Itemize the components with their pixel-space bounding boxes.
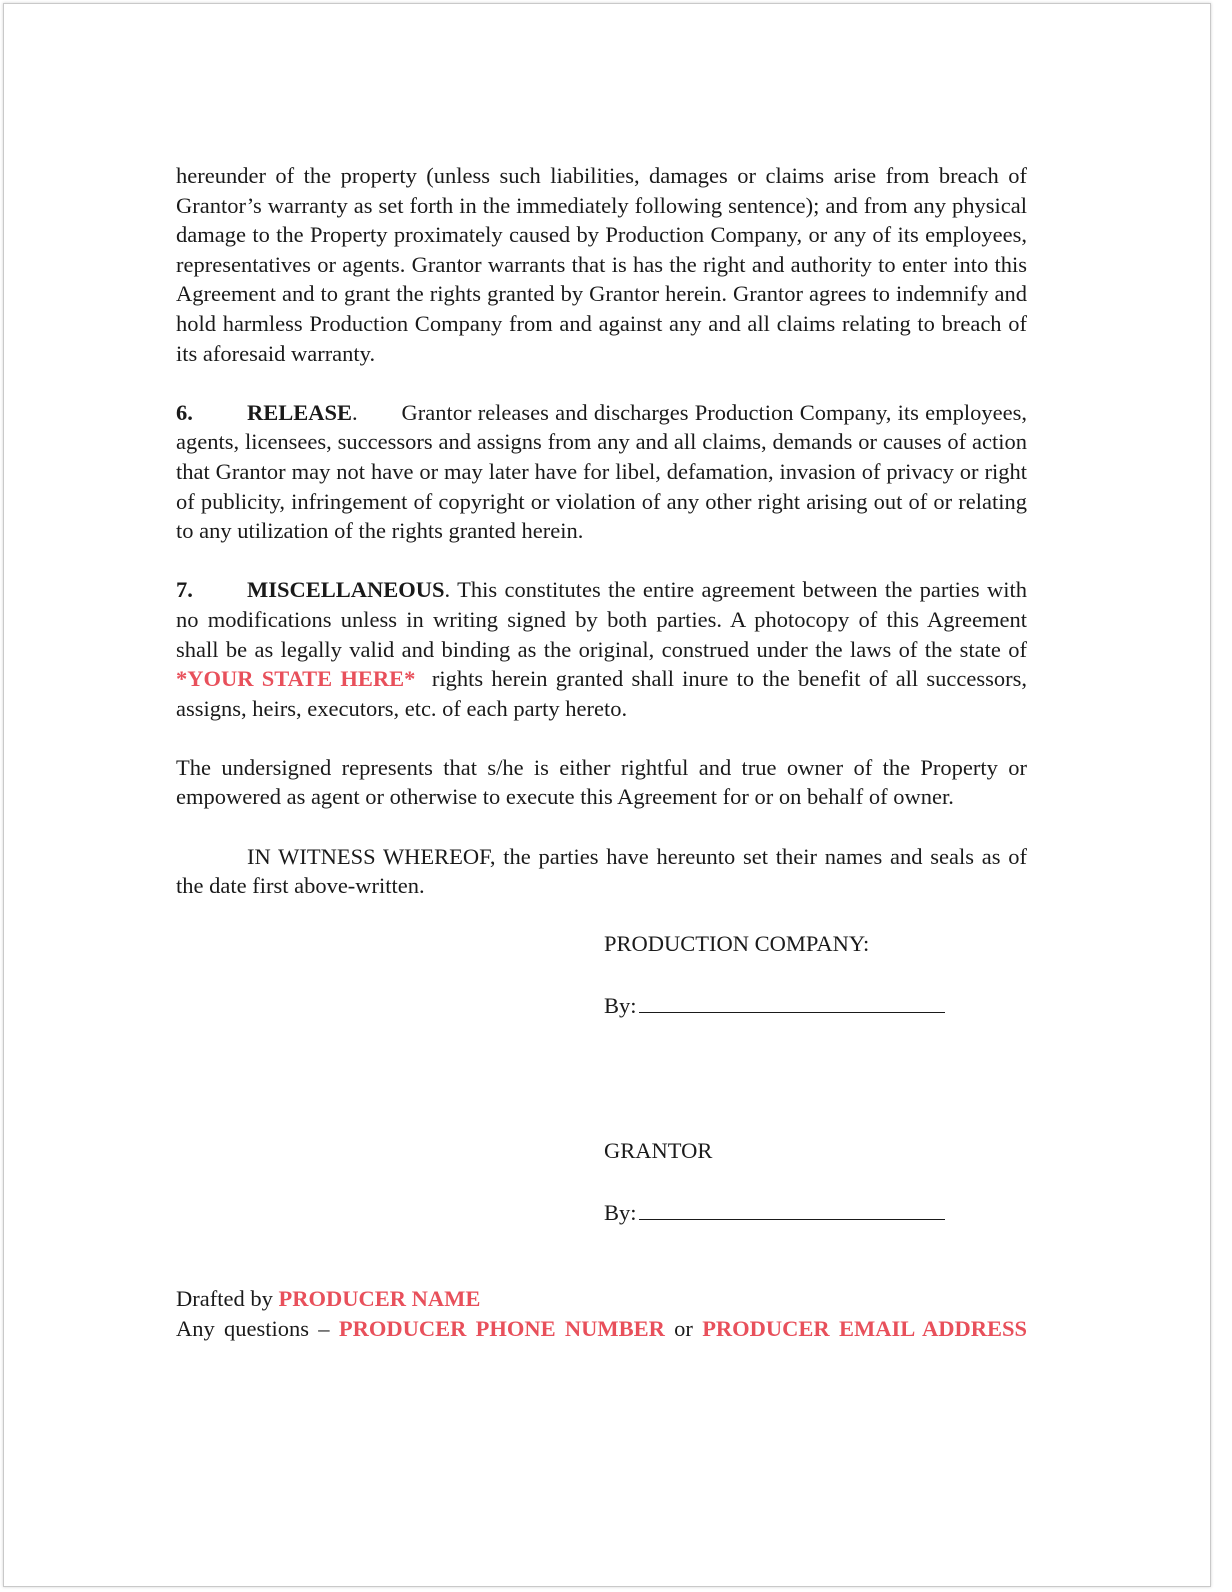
section-6-body: Grantor releases and discharges Production Company, its employees, agents, licensees, successors and assigns from any and all claims, demands or causes of action that Grantor may not have or may later have for libel, defamation, invasion of privacy or right of publicity, infringement of copyright or violation of any other right arising out of or relating to any utilization of the rights granted herein. bbox=[176, 399, 1027, 544]
signature-line bbox=[639, 1195, 945, 1220]
paragraph-gap bbox=[176, 546, 1027, 576]
section-7-title: MISCELLANEOUS bbox=[247, 577, 445, 603]
producer-email-placeholder: PRODUCER EMAIL ADDRESS bbox=[702, 1315, 1028, 1341]
grantor-label: GRANTOR bbox=[604, 1138, 713, 1163]
paragraph-gap bbox=[176, 368, 1027, 398]
section-6-title-punct: . bbox=[352, 399, 358, 425]
by-label: By: bbox=[604, 1200, 637, 1225]
production-company-signature bbox=[604, 988, 945, 1021]
document-body bbox=[176, 161, 1027, 901]
section-7-body-after: rights herein granted shall inure to the benefit of all successors, assigns, heirs, executors, etc. of each party hereto. bbox=[176, 666, 1028, 721]
producer-name-placeholder: PRODUCER NAME bbox=[278, 1286, 481, 1311]
signature-line bbox=[639, 988, 945, 1013]
drafted-by-label: Drafted by bbox=[176, 1286, 273, 1311]
section-7-number: 7. bbox=[176, 577, 193, 603]
by-label: By: bbox=[604, 993, 637, 1018]
questions-label: Any questions – bbox=[176, 1315, 330, 1341]
witness-paragraph bbox=[176, 842, 1027, 901]
drafted-by-line bbox=[176, 1284, 1027, 1314]
questions-line bbox=[176, 1314, 1027, 1344]
section-6-release bbox=[176, 398, 1027, 546]
paragraph-gap bbox=[176, 723, 1027, 753]
state-placeholder: *YOUR STATE HERE* bbox=[176, 666, 416, 692]
section-7-body-before: . This constitutes the entire agreement between the parties with no modifications unless in writing signed by both parties. A photocopy of this Agreement shall be as legally valid and binding as the original, construed under the laws of the state of bbox=[176, 577, 1027, 662]
document-page bbox=[3, 3, 1211, 1587]
representation-paragraph: The undersigned represents that s/he is either rightful and true owner of the Property or empowered as agent or otherwise to execute this Agreement for or on behalf of owner. bbox=[176, 754, 1027, 810]
producer-phone-placeholder: PRODUCER PHONE NUMBER bbox=[338, 1315, 665, 1341]
or-label: or bbox=[674, 1315, 693, 1341]
paragraph-gap bbox=[176, 812, 1027, 842]
section-6-title: RELEASE bbox=[247, 399, 353, 425]
section-6-number: 6. bbox=[176, 399, 193, 425]
footer bbox=[176, 1284, 1027, 1343]
paragraph-continuation: hereunder of the property (unless such liabilities, damages or claims arise from breach of Grantor’s warranty as set forth in the immediately following sentence); and from any physical damage to the Property proximately caused by Production Company, or any of its employees, representatives or agents. Grantor warrants that is has the right and authority to enter into this Agreement and to grant the rights granted by Grantor herein. Grantor agrees to indemnify and hold harmless Production Company from and against any and all claims relating to breach of its aforesaid warranty. bbox=[176, 163, 1027, 366]
grantor-signature bbox=[604, 1195, 945, 1228]
witness-text: IN WITNESS WHEREOF, the parties have hereunto set their names and seals as of the date first above-written. bbox=[176, 843, 1027, 899]
section-7-miscellaneous bbox=[176, 575, 1027, 723]
production-company-label: PRODUCTION COMPANY: bbox=[604, 931, 870, 956]
